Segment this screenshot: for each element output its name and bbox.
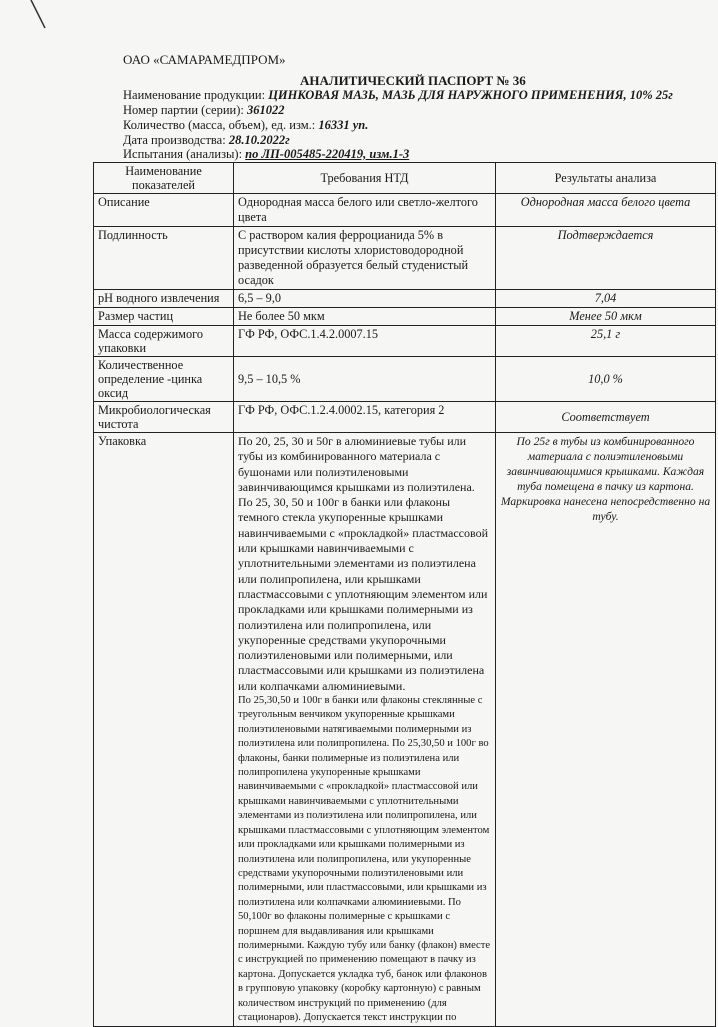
row-requirement: 6,5 – 9,0 [234,290,496,308]
quantity-value: 16331 уп. [318,118,369,132]
row-requirement: Не более 50 мкм [234,308,496,326]
analysis-table [93,162,716,1027]
col-header-result: Результаты анализа [496,163,716,194]
date-label: Дата производства: [123,133,226,147]
row-requirement: С раствором калия ферроцианида 5% в присутствии кислоты хлористоводородной разведенной образуется белый студенистый осадок [234,227,496,290]
table-row [94,308,716,326]
row-name: Размер частиц [94,308,234,326]
row-name: pH водного извлечения [94,290,234,308]
col-header-name: Наименование показателей [94,163,234,194]
table-row [94,290,716,308]
tests-label: Испытания (анализы): [123,147,243,161]
tests-value: по ЛП-005485-220419, изм.1-3 [245,147,410,161]
row-result: 7,04 [496,290,716,308]
table-row [94,402,716,433]
row-name: Упаковка [94,433,234,1027]
packaging-result: По 25г в тубы из комбинированного материала с полиэтиленовыми завинчивающимися крышками. Каждая туба помещена в пачку из картона. Маркировка нанесена непосредственно на тубу. [496,433,716,1027]
row-result: Подтверждается [496,227,716,290]
row-name: Масса содержимого упаковки [94,326,234,357]
quantity-line [123,118,368,132]
batch-line [123,103,284,117]
col-header-requirement: Требования НТД [234,163,496,194]
row-result: Соответствует [496,402,716,433]
date-value: 28.10.2022г [228,133,290,147]
row-result: 25,1 г [496,326,716,357]
product-label: Наименование продукции: [123,88,266,102]
packaging-requirement-main: По 20, 25, 30 и 50г в алюминиевые тубы или тубы из комбинированного материала с бушонами или полиэтиленовыми завинчивающимся крышками из полиэтилена. По 25, 30, 50 и 100г в банки или флаконы темного стекла укупоренные крышками навинчиваемыми с «прокладкой» пластмассовой или крышками навинчиваемыми с уплотнительными элементами из полиэтилена или полипропилена, или крышками пластмассовыми с уплотняющим элементом или прокладками или крышками полимерными из полиэтилена или полипропилена, или укупоренные средствами укупорочными полиэтиленовыми или полимерными, или пластмассовыми или крышками из полиэтилена или колпачками алюминиевыми. [238,434,488,693]
row-requirement: Однородная масса белого или светло-желтого цвета [234,194,496,227]
product-line [123,88,673,102]
table-row [94,194,716,227]
table-row [94,326,716,357]
row-requirement: ГФ РФ, ОФС.1.2.4.0002.15, категория 2 [234,402,496,433]
row-result: 10,0 % [496,357,716,402]
scan-corner-mark [30,0,46,30]
row-requirement: 9,5 – 10,5 % [234,357,496,402]
table-header-row [94,163,716,194]
table-row-packaging [94,433,716,1027]
row-result: Менее 50 мкм [496,308,716,326]
row-name: Описание [94,194,234,227]
tests-line [123,147,409,161]
row-name: Количественное определение -цинка оксид [94,357,234,402]
table-row [94,227,716,290]
batch-value: 361022 [246,103,285,117]
quantity-label: Количество (масса, объем), ед. изм.: [123,118,316,132]
packaging-requirement-continued: По 25,30,50 и 100г в банки или флаконы стеклянные с треугольным венчиком укупоренные крышками полиэтиленовыми натягиваемыми полимерными из полиэтилена или полипропилена. По 25,30,50 и 100г во флаконы, банки полимерные из полиэтилена или полипропилена укупоренные крышками навинчиваемыми с «прокладкой» пластмассовой или крышками навинчиваемыми с уплотнительными элементами из полиэтилена или полипропилена, или крышками пластмассовыми с уплотняющим элементом или прокладками или крышками полимерными из полиэтилена или полипропилена, или укупоренные средствами укупорочными полиэтиленовыми или полимерными, или пластмассовыми, или крышками из полиэтилена или колпачками алюминиевыми. По 50,100г во флаконы полимерные с крышками с поршнем для выдавливания или крышками полимерными. Каждую тубу или банку (флакон) вместе с инструкцией по применению помещают в пачку из картона. Допускается укладка туб, банок или флаконов в групповую упаковку (коробку картонную) с равным количеством инструкций по применению (для стационаров). Допускается текст инструкции по [238,695,491,1023]
organization-name: ОАО «САМАРАМЕДПРОМ» [123,52,286,67]
row-name: Микробиологическая чистота [94,402,234,433]
packaging-requirement [234,433,496,1027]
date-line [123,133,290,147]
table-row [94,357,716,402]
product-value: ЦИНКОВАЯ МАЗЬ, МАЗЬ ДЛЯ НАРУЖНОГО ПРИМЕНЕНИЯ, 10% 25г [268,88,673,102]
row-name: Подлинность [94,227,234,290]
row-requirement: ГФ РФ, ОФС.1.4.2.0007.15 [234,326,496,357]
document-title: АНАЛИТИЧЕСКИЙ ПАСПОРТ № 36 [300,73,526,88]
batch-label: Номер партии (серии): [123,103,244,117]
row-result: Однородная масса белого цвета [496,194,716,227]
